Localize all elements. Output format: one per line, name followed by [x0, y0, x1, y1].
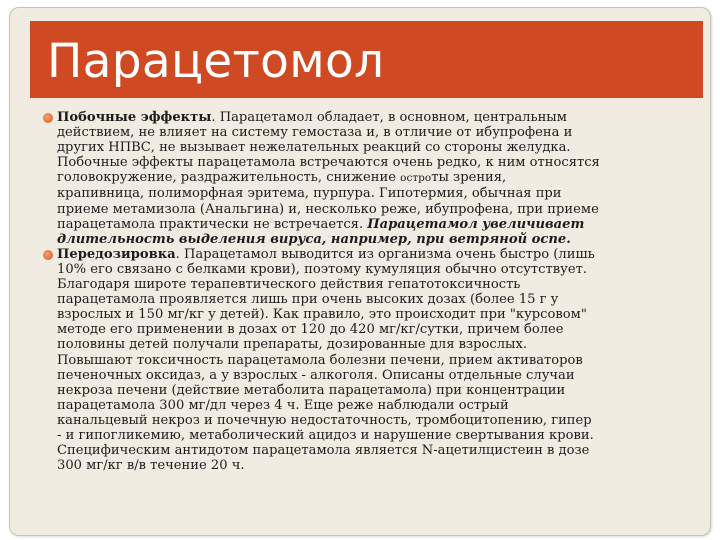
text-fragment: головокружение, раздражительность, снижение: [57, 170, 401, 186]
emphasis-text: длительность выделения вируса, например, при ветряной оспе.: [57, 231, 571, 247]
text-line: Повышают токсичность парацетамола болезни печени, прием активаторов: [57, 352, 583, 368]
text-fragment: . Парацетамол обладает, в основном, центральным: [211, 110, 567, 125]
overdose-heading: Передозировка: [57, 246, 176, 262]
text-line: Побочные эффекты парацетамола встречаются очень редко, к ним относятся: [57, 155, 600, 171]
slide-title: Парацетомол: [47, 34, 385, 89]
slide-body: [44, 110, 694, 473]
text-line: крапивница, полиморфная эритема, пурпура. Гипотермия, обычная при: [57, 186, 562, 202]
text-line: Специфическим антидотом парацетамола является N-ацетилцистеин в дозе: [57, 443, 590, 459]
text-line: [57, 170, 694, 186]
text-fragment: . Парацетамол выводится из организма очень быстро (лишь: [175, 246, 595, 262]
text-line: действием, не влияет на систему гемостаза и, в отличие от ибупрофена и: [57, 125, 573, 141]
text-line: 300 мг/кг в/в течение 20 ч.: [57, 458, 245, 474]
text-line: канальцевый некроз и почечную недостаточность, тромбоцитопению, гипер: [57, 412, 592, 428]
text-line: парацетамола 300 мг/дл через 4 ч. Еще реже наблюдали острый: [57, 397, 509, 413]
text-line: некроза печени (действие метаболита парацетамола) при концентрации: [57, 382, 566, 398]
text-line: - и гипогликемию, метаболический ацидоз и нарушение свертывания крови.: [57, 427, 594, 443]
text-line: [57, 247, 694, 262]
text-line: печеночных оксидаз, а у взрослых - алкоголя. Описаны отдельные случаи: [57, 367, 575, 383]
text-line: 10% его связано с белками крови), поэтому кумуляция обычно отсутствует.: [57, 261, 587, 277]
text-line: [57, 217, 694, 232]
text-line: методе его применении в дозах от 120 до 420 мг/кг/сутки, причем более: [57, 322, 564, 338]
text-line: других НПВС, не вызывает нежелательных реакций со стороны желудка.: [57, 140, 571, 156]
bullet-icon: [43, 250, 53, 260]
bullet-icon: [43, 113, 53, 123]
text-line: [57, 110, 694, 125]
text-fragment-small: остро: [400, 172, 432, 185]
bullet-overdose: [44, 247, 694, 473]
text-line: приеме метамизола (Анальгина) и, несколько реже, ибупрофена, при приеме: [57, 201, 599, 217]
emphasis-text: Парацетамол увеличивает: [367, 216, 585, 232]
text-line: Благодаря широте терапевтического действия гепатотоксичность: [57, 277, 521, 293]
text-line: половины детей получали препараты, дозированные для взрослых.: [57, 337, 528, 353]
text-line: парацетамола проявляется лишь при очень высоких дозах (более 15 г у: [57, 292, 559, 308]
text-line: взрослых и 150 мг/кг у детей). Как правило, это происходит при "курсовом": [57, 307, 587, 323]
bullet-side-effects: [44, 110, 694, 247]
side-effects-heading: Побочные эффекты: [57, 110, 212, 125]
text-fragment: ты зрения,: [431, 170, 507, 186]
text-fragment: парацетамола практически не встречается.: [57, 216, 368, 232]
